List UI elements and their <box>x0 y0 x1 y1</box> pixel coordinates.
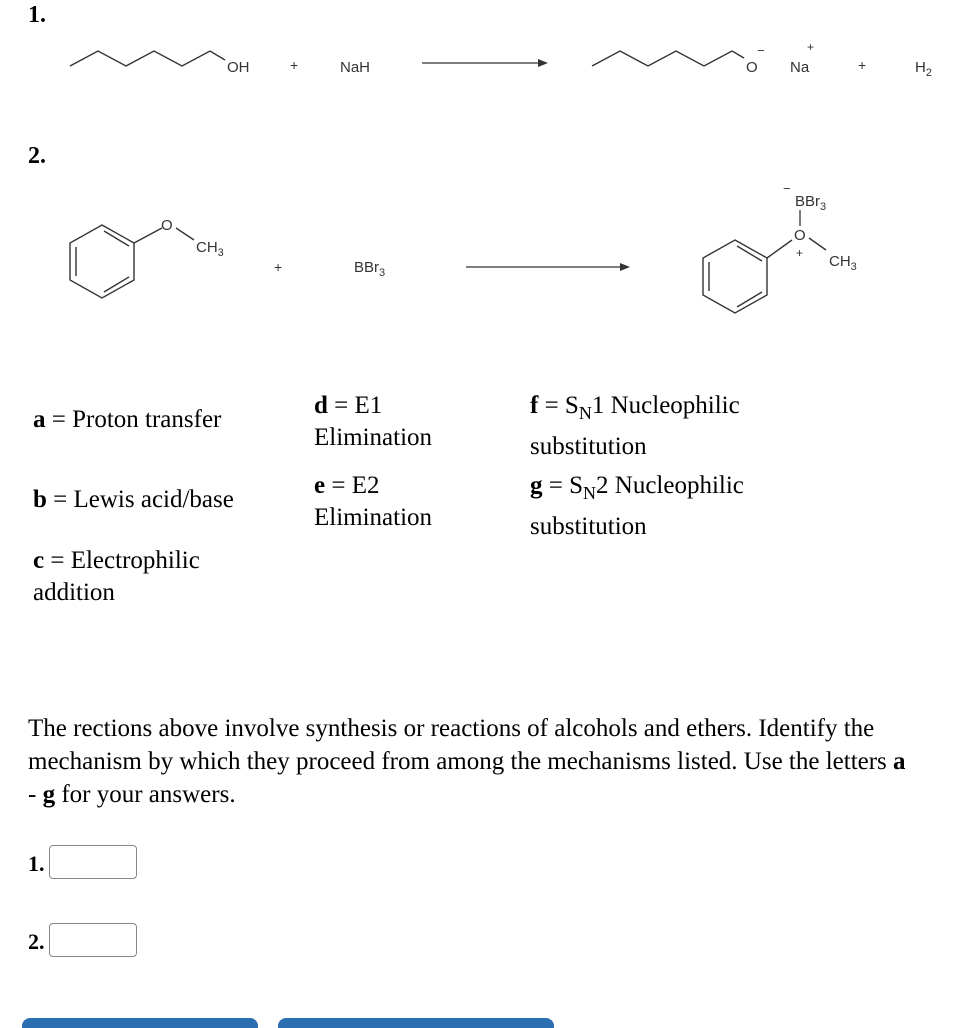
plus-sign-3: + <box>274 259 283 275</box>
option-c: c = Electrophilic addition <box>33 547 200 606</box>
product-methyl: $CH_3$ <box>829 253 857 273</box>
option-e: e = E2 Elimination <box>314 472 433 531</box>
alkoxide-o: O <box>746 59 758 76</box>
plus-sign-1: + <box>290 57 299 73</box>
arrow-head-2 <box>620 263 630 271</box>
bottom-button-left[interactable] <box>22 1018 258 1028</box>
alkoxide-charge: − <box>757 43 765 58</box>
product-ring <box>703 240 767 313</box>
hydrogen-label: $H_2$ <box>915 59 932 79</box>
sodium-charge: + <box>807 40 815 54</box>
product-bbr3: BBr$_3$ <box>795 193 827 213</box>
option-f: $f = S_N1$ Nucleophilic substitution <box>530 392 740 460</box>
borate-charge: − <box>783 181 791 196</box>
answer-2-label: 2. <box>28 929 45 954</box>
hydroxyl-label: OH <box>227 59 250 76</box>
aryl-o-bond <box>134 228 162 243</box>
option-b: b = Lewis acid/base <box>33 486 234 513</box>
option-d: d = E1 Elimination <box>314 392 433 451</box>
alkoxide-chain <box>592 51 744 66</box>
hexanol-chain <box>70 51 225 66</box>
oxonium-charge: + <box>796 246 804 260</box>
instructions-text: The rections above involve synthesis or reactions of alcohols and ethers. Identify the mechanism by which they proceed from among the mechanisms listed. Use the letters a - g for your answers. <box>28 715 906 808</box>
answer-2-input[interactable] <box>49 923 137 957</box>
methyl-label: $CH_3$ <box>196 239 224 259</box>
answer-1-input[interactable] <box>49 845 137 879</box>
bottom-button-right[interactable] <box>278 1018 554 1028</box>
nah-reagent: NaH <box>340 59 371 76</box>
ether-oxygen: O <box>161 217 173 234</box>
bbr3-reagent: BBr$_3$ <box>354 259 386 279</box>
product-oxygen: O <box>794 227 806 244</box>
option-g: $g = S_N2$ Nucleophilic substitution <box>530 472 744 540</box>
sodium-label: Na <box>790 59 810 76</box>
answer-1-label: 1. <box>28 851 45 876</box>
reaction-2-number: 2. <box>28 143 46 169</box>
reaction-scheme <box>0 0 978 340</box>
arrow-head-1 <box>538 59 548 67</box>
plus-sign-2: + <box>858 57 867 73</box>
option-a: a = Proton transfer <box>33 406 222 433</box>
anisole-ring <box>70 225 134 298</box>
reaction-1-number: 1. <box>28 2 46 28</box>
